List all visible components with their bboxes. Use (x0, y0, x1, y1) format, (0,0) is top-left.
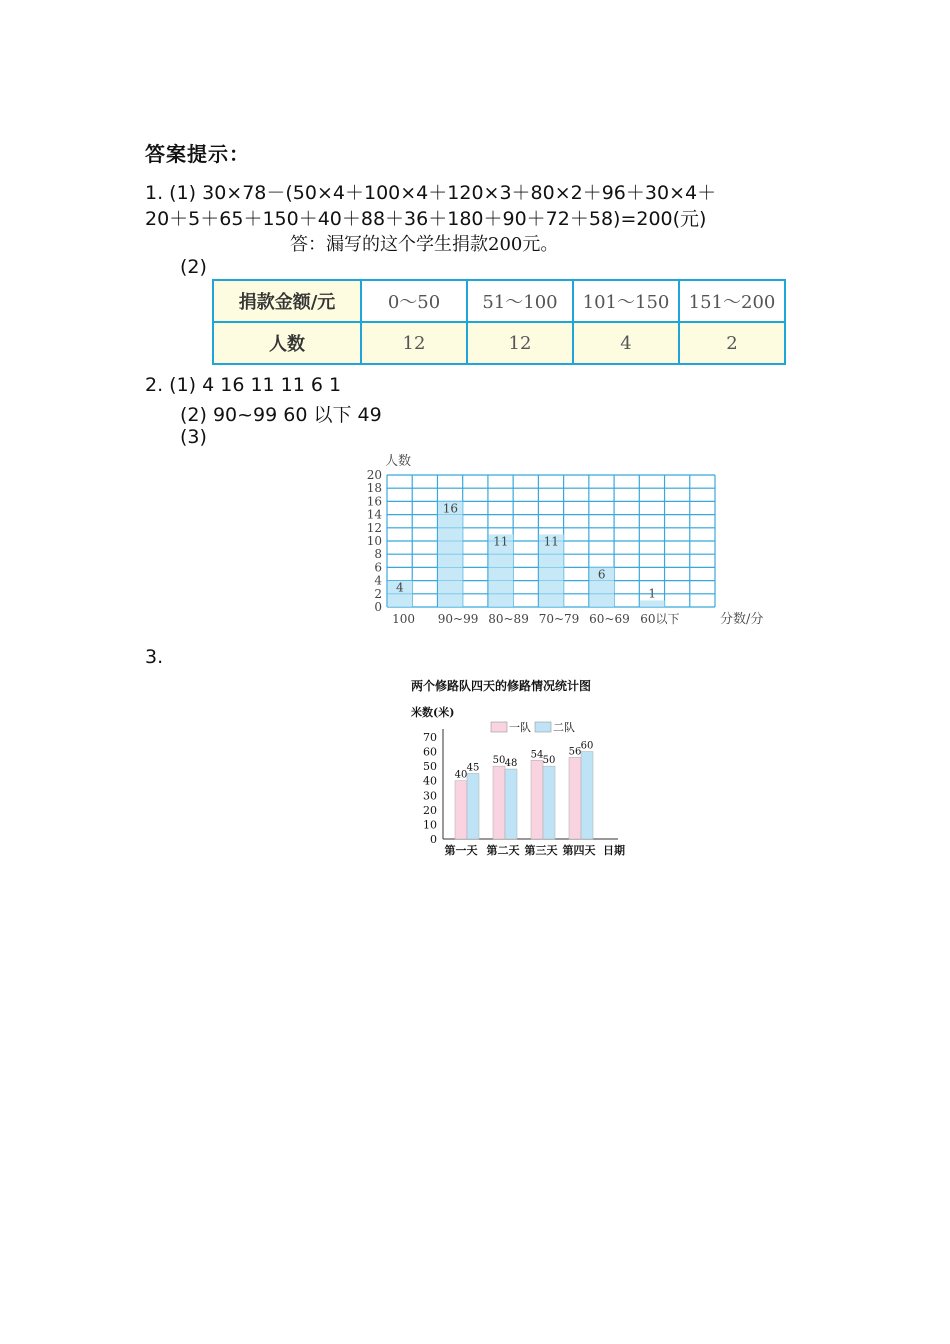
table-count-cell: 12 (467, 322, 573, 364)
legend-label: 一队 (509, 721, 531, 734)
table-range-cell: 151～200 (679, 280, 785, 322)
bar (640, 600, 665, 607)
road-repair-chart (395, 672, 655, 867)
bar-value-label: 45 (466, 762, 480, 774)
y-tick-label: 4 (374, 573, 382, 588)
q1-part1-line1: 1. (1) 30×78－(50×4＋100×4＋120×3＋80×2＋96＋30×4＋ (145, 182, 717, 204)
legend-swatch (491, 722, 507, 732)
bar-value-label: 16 (442, 501, 458, 516)
table-row (213, 280, 785, 322)
bar-value-label: 60 (580, 740, 594, 752)
bar (467, 773, 479, 839)
bar-value-label: 50 (542, 755, 556, 767)
table-range-cell: 51～100 (467, 280, 573, 322)
y-tick-label: 0 (430, 833, 437, 846)
score-distribution-chart (355, 440, 795, 635)
table-count-cell: 2 (679, 322, 785, 364)
q2-part1: 2. (1) 4 16 11 11 6 1 (145, 374, 342, 396)
x-axis-title: 日期 (603, 844, 625, 857)
bar-value-label: 4 (396, 580, 404, 595)
bar (543, 766, 555, 839)
y-tick-label: 10 (366, 534, 382, 548)
y-tick-label: 40 (423, 774, 437, 788)
y-tick-label: 6 (374, 560, 382, 575)
table-count-cell: 12 (361, 322, 467, 364)
table-count-cell: 4 (573, 322, 679, 364)
bar-value-label: 6 (597, 567, 606, 582)
donation-table (212, 279, 786, 365)
y-tick-label: 14 (366, 507, 382, 522)
bar-value-label: 1 (648, 586, 656, 601)
table-row-label: 人数 (213, 322, 361, 364)
bar-value-label: 11 (493, 534, 509, 549)
y-tick-label: 20 (423, 803, 437, 817)
legend-label: 二队 (553, 721, 575, 734)
y-tick-label: 60 (423, 745, 437, 759)
bar-value-label: 50 (492, 755, 506, 767)
table-range-cell: 0～50 (361, 280, 467, 322)
bar (581, 752, 593, 839)
y-axis-title: 人数 (385, 454, 412, 469)
y-tick-label: 70 (423, 731, 437, 744)
bar (531, 760, 543, 839)
x-tick-label: 第四天 (562, 844, 596, 857)
x-tick-label: 100 (392, 612, 416, 626)
legend-swatch (535, 722, 551, 732)
y-tick-label: 20 (366, 468, 382, 482)
q2-part3-label: (3) (180, 426, 207, 448)
y-axis-title: 米数(米) (411, 706, 455, 719)
table-row (213, 322, 785, 364)
y-tick-label: 8 (374, 547, 382, 562)
x-tick-label: 第三天 (524, 844, 558, 857)
x-tick-label: 第一天 (444, 844, 478, 857)
y-tick-label: 0 (374, 600, 382, 614)
bar (455, 781, 467, 839)
bar (569, 757, 581, 839)
y-tick-label: 50 (423, 760, 437, 774)
x-axis-title: 分数/分 (720, 612, 764, 627)
x-tick-label: 70~79 (538, 612, 580, 626)
y-tick-label: 16 (366, 494, 382, 509)
table-header-label: 捐款金额/元 (213, 280, 361, 322)
chart-title: 两个修路队四天的修路情况统计图 (411, 679, 592, 693)
y-tick-label: 2 (374, 586, 382, 601)
x-tick-label: 80~89 (488, 612, 529, 626)
q1-part1-line2: 20＋5＋65＋150＋40＋88＋36＋180＋90＋72＋58)=200(元) (145, 208, 707, 230)
bar-value-label: 11 (543, 534, 559, 549)
y-tick-label: 18 (366, 481, 382, 496)
table-range-cell: 101～150 (573, 280, 679, 322)
answer-heading: 答案提示： (145, 142, 250, 166)
x-tick-label: 90~99 (437, 612, 479, 626)
q3-label: 3. (145, 646, 164, 668)
q1-part2-label: (2) (180, 256, 207, 278)
y-tick-label: 30 (423, 789, 437, 803)
bar-value-label: 40 (454, 769, 468, 781)
y-tick-label: 10 (423, 818, 437, 832)
bar (505, 769, 517, 839)
q1-answer: 答：漏写的这个学生捐款200元。 (290, 234, 559, 255)
x-tick-label: 60以下 (640, 612, 680, 626)
x-tick-label: 第二天 (486, 844, 520, 857)
q2-part2: (2) 90~99 60 以下 49 (180, 404, 382, 426)
x-tick-label: 60~69 (589, 612, 630, 626)
y-tick-label: 12 (366, 520, 382, 535)
bar-value-label: 48 (504, 758, 518, 770)
bar-value-label: 56 (568, 746, 582, 758)
bar (493, 766, 505, 839)
bar-value-label: 54 (530, 749, 544, 761)
